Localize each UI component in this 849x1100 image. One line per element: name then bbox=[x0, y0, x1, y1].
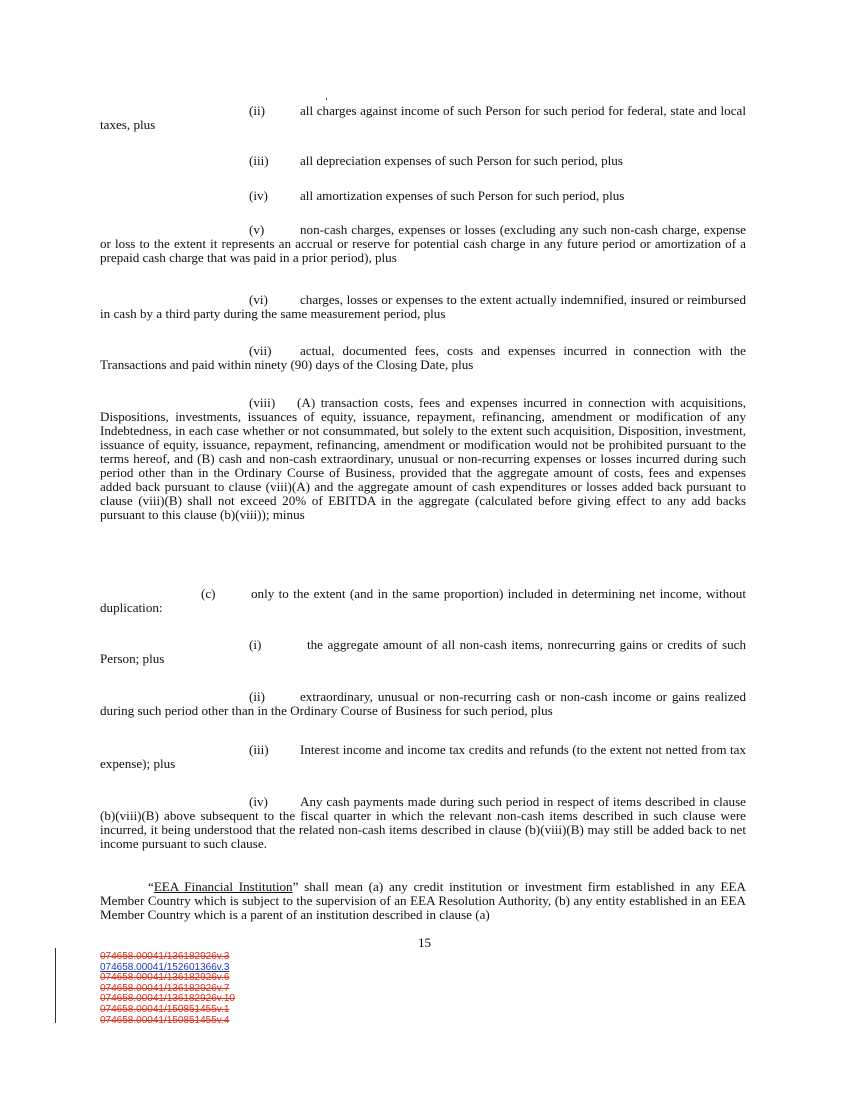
clause-number: (vii) bbox=[249, 343, 272, 358]
document-id-footer bbox=[100, 952, 235, 1026]
clause-text: non-cash charges, expenses or losses (excluding any such non-cash charge, expense or loss to the extent it represents an accrual or reserve for potential cash charge in any future period or amortization of a prepaid cash charge that was paid in a prior period), plus bbox=[100, 222, 746, 265]
definition-text: ” shall mean (a) any credit institution or investment firm established in any EEA Member Country which is subject to the supervision of an EEA Resolution Authority, (b) any entity established in an EEA Member Country which is a parent of an institution described in clause (a) bbox=[100, 879, 746, 922]
page-number: 15 bbox=[417, 935, 432, 950]
clause-b-vi bbox=[100, 293, 746, 321]
clause-number: (vi) bbox=[249, 292, 268, 307]
doc-id-struck: 074658.00041/136182926v.6 bbox=[100, 972, 230, 984]
clause-b-v bbox=[100, 223, 746, 265]
clause-number: (i) bbox=[249, 637, 262, 652]
defined-term: EEA Financial Institution bbox=[153, 879, 293, 894]
clause-b-ii bbox=[100, 104, 746, 132]
clause-text: all amortization expenses of such Person for such period, plus bbox=[300, 188, 625, 203]
clause-text: extraordinary, unusual or non-recurring cash or non-cash income or gains realized during such period other than in the Ordinary Course of Business for such period, plus bbox=[100, 689, 746, 718]
doc-id-struck: 074658.00041/150851455v.4 bbox=[100, 1014, 230, 1026]
doc-id-struck: 074658.00041/136182926v.10 bbox=[100, 993, 235, 1005]
clause-text: (A) transaction costs, fees and expenses incurred in connection with acquisitions, Dispositions, investments, issuances of equity, issuance, repayment, refinancing, amendment or modification of any Indebtedness, in each case whether or not consummated, but solely to the extent such acquisition, Disposition, investment, issuance of equity, issuance, repayment, refinancing, amendment or modification would not be prohibited pursuant to the terms hereof, and (B) cash and non-cash extraordinary, unusual or non-recurring expenses or losses incurred during such period other than in the Ordinary Course of Business, provided that the aggregate amount of costs, fees and expenses added back pursuant to clause (viii)(A) and the aggregate amount of cash expenditures or losses added back pursuant to clause (viii)(B) shall not exceed 20% of EBITDA in the aggregate (calculated before giving effect to any add backs pursuant to this clause (b)(viii)); minus bbox=[100, 395, 746, 522]
open-quote: “ bbox=[148, 879, 154, 894]
stray-mark bbox=[326, 98, 327, 100]
doc-id-struck: 074658.00041/150851455v.1 bbox=[100, 1003, 230, 1015]
clause-number: (viii) bbox=[249, 395, 276, 410]
clause-c bbox=[100, 587, 746, 615]
doc-id-current: 074658.00041/152601366v.3 bbox=[100, 961, 230, 973]
doc-id-struck: 074658.00041/136182926v.7 bbox=[100, 982, 230, 994]
clause-number: (v) bbox=[249, 222, 265, 237]
clause-c-ii bbox=[100, 690, 746, 718]
clause-c-iii bbox=[100, 743, 746, 771]
clause-number: (iv) bbox=[249, 188, 268, 203]
clause-number: (c) bbox=[201, 586, 216, 601]
clause-c-iv bbox=[100, 795, 746, 851]
clause-text: Interest income and income tax credits and refunds (to the extent not netted from tax expense); plus bbox=[100, 742, 746, 771]
clause-b-iii bbox=[100, 154, 746, 168]
clause-text: actual, documented fees, costs and expenses incurred in connection with the Transactions and paid within ninety (90) days of the Closing Date, plus bbox=[100, 343, 746, 372]
clause-text: charges, losses or expenses to the extent actually indemnified, insured or reimbursed in cash by a third party during the same measurement period, plus bbox=[100, 292, 746, 321]
clause-number: (iii) bbox=[249, 742, 269, 757]
clause-text: all charges against income of such Person for such period for federal, state and local taxes, plus bbox=[100, 103, 746, 132]
clause-number: (ii) bbox=[249, 103, 265, 118]
clause-b-iv bbox=[100, 189, 746, 203]
doc-id-struck: 074658.00041/136182926v.3 bbox=[100, 951, 230, 962]
clause-text: the aggregate amount of all non-cash items, nonrecurring gains or credits of such Person; plus bbox=[100, 637, 746, 666]
clause-c-i bbox=[100, 638, 746, 666]
clause-text: Any cash payments made during such period in respect of items described in clause (b)(viii)(B) above subsequent to the fiscal quarter in which the relevant non-cash items described in such clause were incurred, it being understood that the related non-cash items described in clause (b)(viii)(B) may still be added back to net income pursuant to such clause. bbox=[100, 794, 746, 851]
clause-text: only to the extent (and in the same proportion) included in determining net income, without duplication: bbox=[100, 586, 746, 615]
clause-number: (iv) bbox=[249, 794, 268, 809]
definition-eea-financial-institution bbox=[100, 880, 746, 922]
clause-number: (ii) bbox=[249, 689, 265, 704]
clause-text: all depreciation expenses of such Person for such period, plus bbox=[300, 153, 623, 168]
change-bar bbox=[55, 948, 56, 1023]
clause-b-vii bbox=[100, 344, 746, 372]
clause-b-viii bbox=[100, 396, 746, 522]
clause-number: (iii) bbox=[249, 153, 269, 168]
